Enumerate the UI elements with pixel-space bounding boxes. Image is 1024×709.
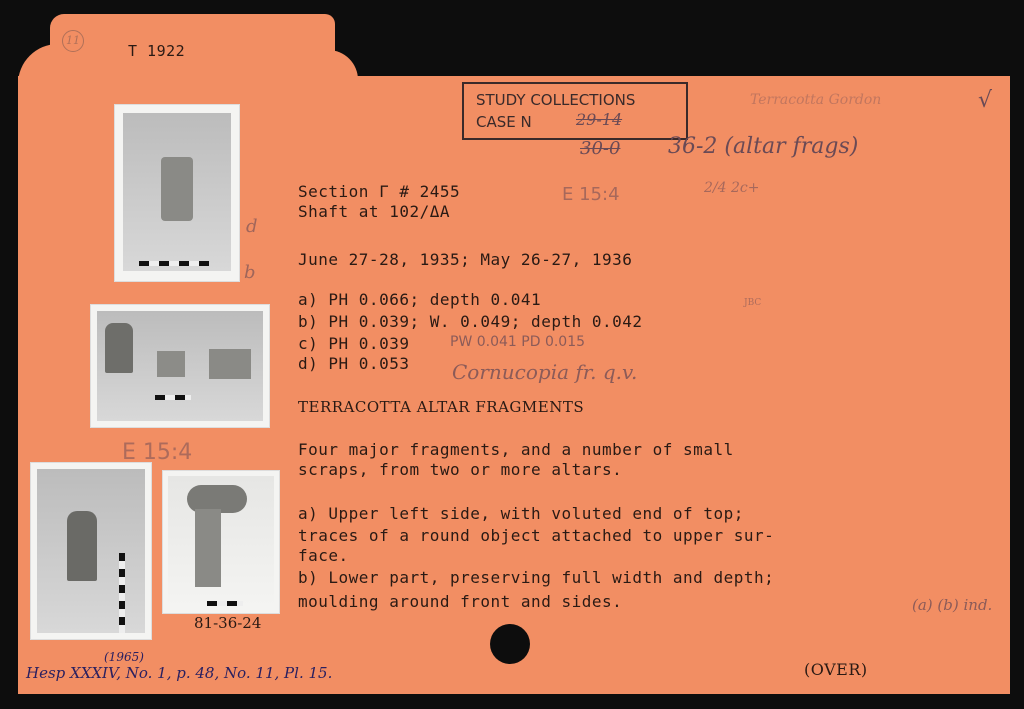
dates-line: June 27-28, 1935; May 26-27, 1936 <box>298 250 633 269</box>
hand-struck-number: 30-0 <box>580 138 621 159</box>
punch-hole <box>490 624 530 664</box>
photo-scale-bar <box>207 601 243 606</box>
para-b-line-1: b) Lower part, preserving full width and depth; <box>298 568 775 587</box>
fragment-object <box>105 323 133 373</box>
item-a: a) PH 0.066; depth 0.041 <box>298 290 542 309</box>
hand-case-note: 36-2 (altar frags) <box>668 134 859 159</box>
reference-year: (1965) <box>104 650 144 664</box>
para-a-line-1: a) Upper left side, with voluted end of top; <box>298 504 744 523</box>
item-d: d) PH 0.053 <box>298 354 410 373</box>
stamp-line2: CASE N <box>476 113 532 131</box>
photo-scale-bar <box>119 553 125 633</box>
photo-fragment-a-detail <box>162 470 280 614</box>
fragment-object <box>67 511 97 581</box>
item-c: c) PH 0.039 <box>298 334 410 353</box>
photo-number: 81-36-24 <box>194 614 262 632</box>
hand-faint-note: Terracotta Gordon <box>750 92 882 108</box>
stamp-line1: STUDY COLLECTIONS <box>476 91 636 109</box>
hand-e-left: E 15:4 <box>122 440 193 465</box>
check-mark: √ <box>978 88 993 113</box>
initials-jbc: JBC <box>744 298 762 308</box>
stamp-case-number: 29-14 <box>576 110 623 129</box>
margin-letter-b: b <box>244 262 256 283</box>
hand-corner-note: (a) (b) ind. <box>912 596 993 614</box>
description-line-2: scraps, from two or more altars. <box>298 460 623 479</box>
item-d-note: Cornucopia fr. q.v. <box>452 360 638 384</box>
para-a-line-2: traces of a round object attached to upper sur- <box>298 526 775 545</box>
study-collections-stamp <box>462 82 688 140</box>
margin-letter-d: d <box>246 216 258 237</box>
shaft-line: Shaft at 102/ΔA <box>298 202 450 221</box>
catalog-number: T 1922 <box>128 42 186 60</box>
over-label: (OVER) <box>804 660 868 679</box>
fragment-object <box>161 157 193 221</box>
photo-scale-bar <box>139 261 209 266</box>
hand-date-note: 2/4 2c+ <box>704 180 760 196</box>
tab-circle: 11 <box>62 30 84 52</box>
fragment-object <box>209 349 251 379</box>
para-b-line-2: moulding around front and sides. <box>298 592 623 611</box>
publication-reference: Hesp XXXIV, No. 1, p. 48, No. 11, Pl. 15. <box>26 664 333 682</box>
photo-fragment-b <box>30 462 152 640</box>
heading: TERRACOTTA ALTAR FRAGMENTS <box>298 398 585 416</box>
section-line: Section Γ # 2455 <box>298 182 461 201</box>
photo-fragment-a <box>114 104 240 282</box>
para-a-line-3: face. <box>298 546 349 565</box>
fragment-object <box>195 509 221 587</box>
description-line-1: Four major fragments, and a number of small <box>298 440 734 459</box>
photo-fragments-group <box>90 304 270 428</box>
fragment-object <box>157 351 185 377</box>
photo-scale-bar <box>155 395 191 400</box>
item-c-note: PW 0.041 PD 0.015 <box>450 334 586 350</box>
hand-e-number: E 15:4 <box>562 184 620 205</box>
item-b: b) PH 0.039; W. 0.049; depth 0.042 <box>298 312 643 331</box>
